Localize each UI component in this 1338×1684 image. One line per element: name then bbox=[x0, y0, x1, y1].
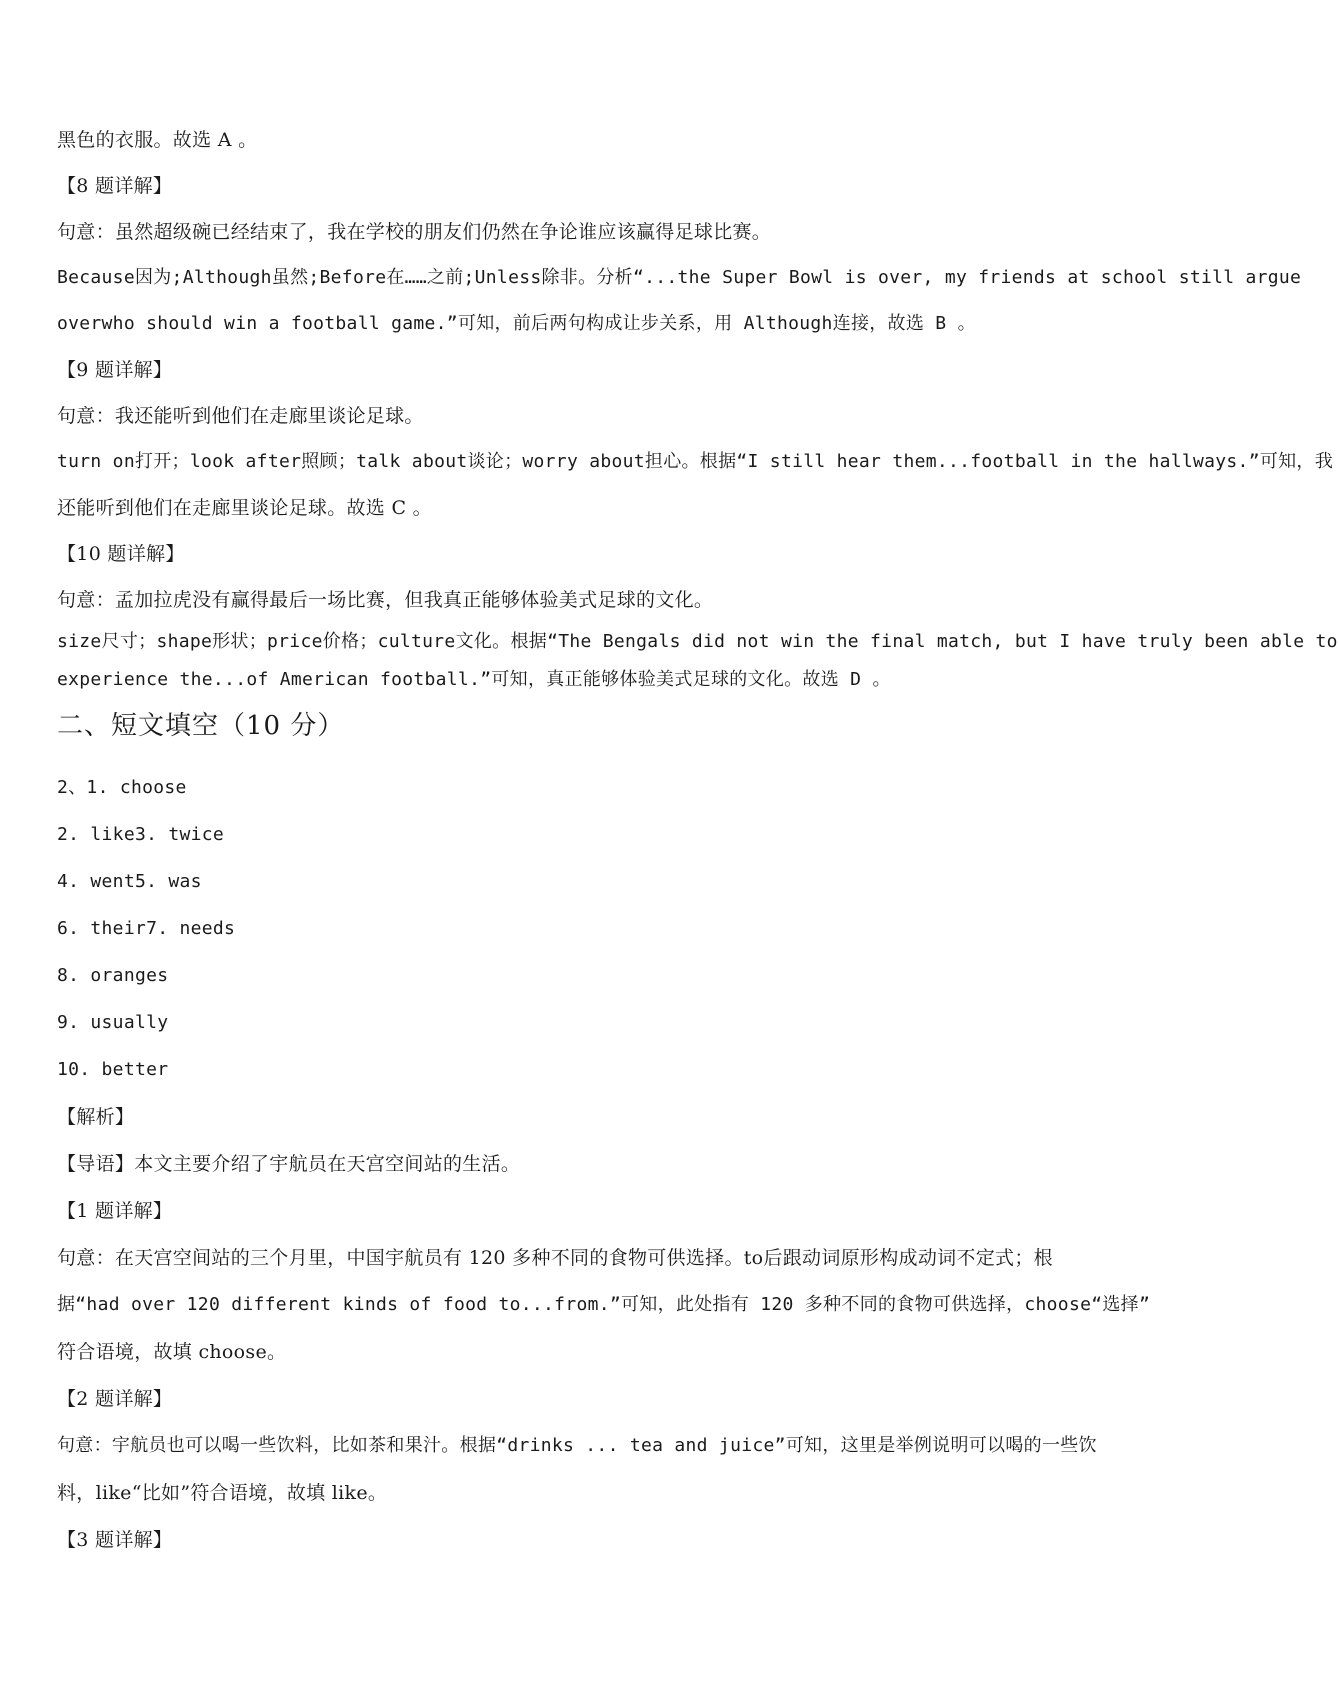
text-line: 句意：虽然超级碗已经结束了，我在学校的朋友们仍然在争论谁应该赢得足球比赛。 bbox=[57, 221, 772, 243]
answer-line: 8. oranges bbox=[57, 965, 169, 986]
answer-line: 6. their7. needs bbox=[57, 918, 236, 939]
text-line: 据“had over 120 different kinds of food to...from.”可知，此处指有 120 多种不同的食物可供选择，choose“选择” bbox=[57, 1294, 1151, 1315]
answer-line: 4. went5. was bbox=[57, 871, 202, 892]
text-line: 句意：在天宫空间站的三个月里，中国宇航员有 120 多种不同的食物可供选择。to后跟动词原形构成动词不定式；根 bbox=[57, 1247, 1053, 1269]
answer-line: 2. like3. twice bbox=[57, 824, 225, 845]
answer-line: 10. better bbox=[57, 1059, 169, 1080]
text-line: 黑色的衣服。故选 A 。 bbox=[57, 129, 258, 151]
question-heading: 【9 题详解】 bbox=[57, 359, 173, 381]
text-line: 句意：我还能听到他们在走廊里谈论足球。 bbox=[57, 405, 424, 427]
question-heading: 【2 题详解】 bbox=[57, 1388, 173, 1410]
text-line: overwho should win a football game.”可知，前后两句构成让步关系，用 Although连接，故选 B 。 bbox=[57, 313, 976, 334]
text-line: 符合语境，故填 choose。 bbox=[57, 1341, 287, 1363]
text-line: turn on打开；look after照顾；talk about谈论；worry about担心。根据“I still hear them...football in the hallways.”可知，我 bbox=[57, 451, 1334, 472]
text-line: 料，like“比如”符合语境，故填 like。 bbox=[57, 1482, 388, 1504]
text-line: 句意：孟加拉虎没有赢得最后一场比赛，但我真正能够体验美式足球的文化。 bbox=[57, 589, 714, 611]
answer-line: 9. usually bbox=[57, 1012, 169, 1033]
question-heading: 【3 题详解】 bbox=[57, 1529, 173, 1551]
text-line: size尺寸；shape形状；price价格；culture文化。根据“The Bengals did not win the final match, but I have truly been able to bbox=[57, 631, 1338, 652]
text-line: experience the...of American football.”可知，真正能够体验美式足球的文化。故选 D 。 bbox=[57, 669, 891, 690]
question-heading: 【10 题详解】 bbox=[57, 543, 185, 565]
text-line: 句意：宇航员也可以喝一些饮料，比如茶和果汁。根据“drinks ... tea and juice”可知，这里是举例说明可以喝的一些饮 bbox=[57, 1435, 1097, 1456]
text-line: Because因为;Although虽然;Before在……之前;Unless除非。分析“...the Super Bowl is over, my friends at school still argue bbox=[57, 267, 1302, 288]
question-heading: 【8 题详解】 bbox=[57, 175, 173, 197]
text-line: 【导语】本文主要介绍了宇航员在天宫空间站的生活。 bbox=[57, 1153, 521, 1175]
analysis-heading: 【解析】 bbox=[57, 1106, 135, 1128]
text-line: 还能听到他们在走廊里谈论足球。故选 C 。 bbox=[57, 497, 432, 519]
question-heading: 【1 题详解】 bbox=[57, 1200, 173, 1222]
section-heading: 二、短文填空（10 分） bbox=[57, 711, 345, 741]
answer-line: 2、1. choose bbox=[57, 777, 187, 798]
